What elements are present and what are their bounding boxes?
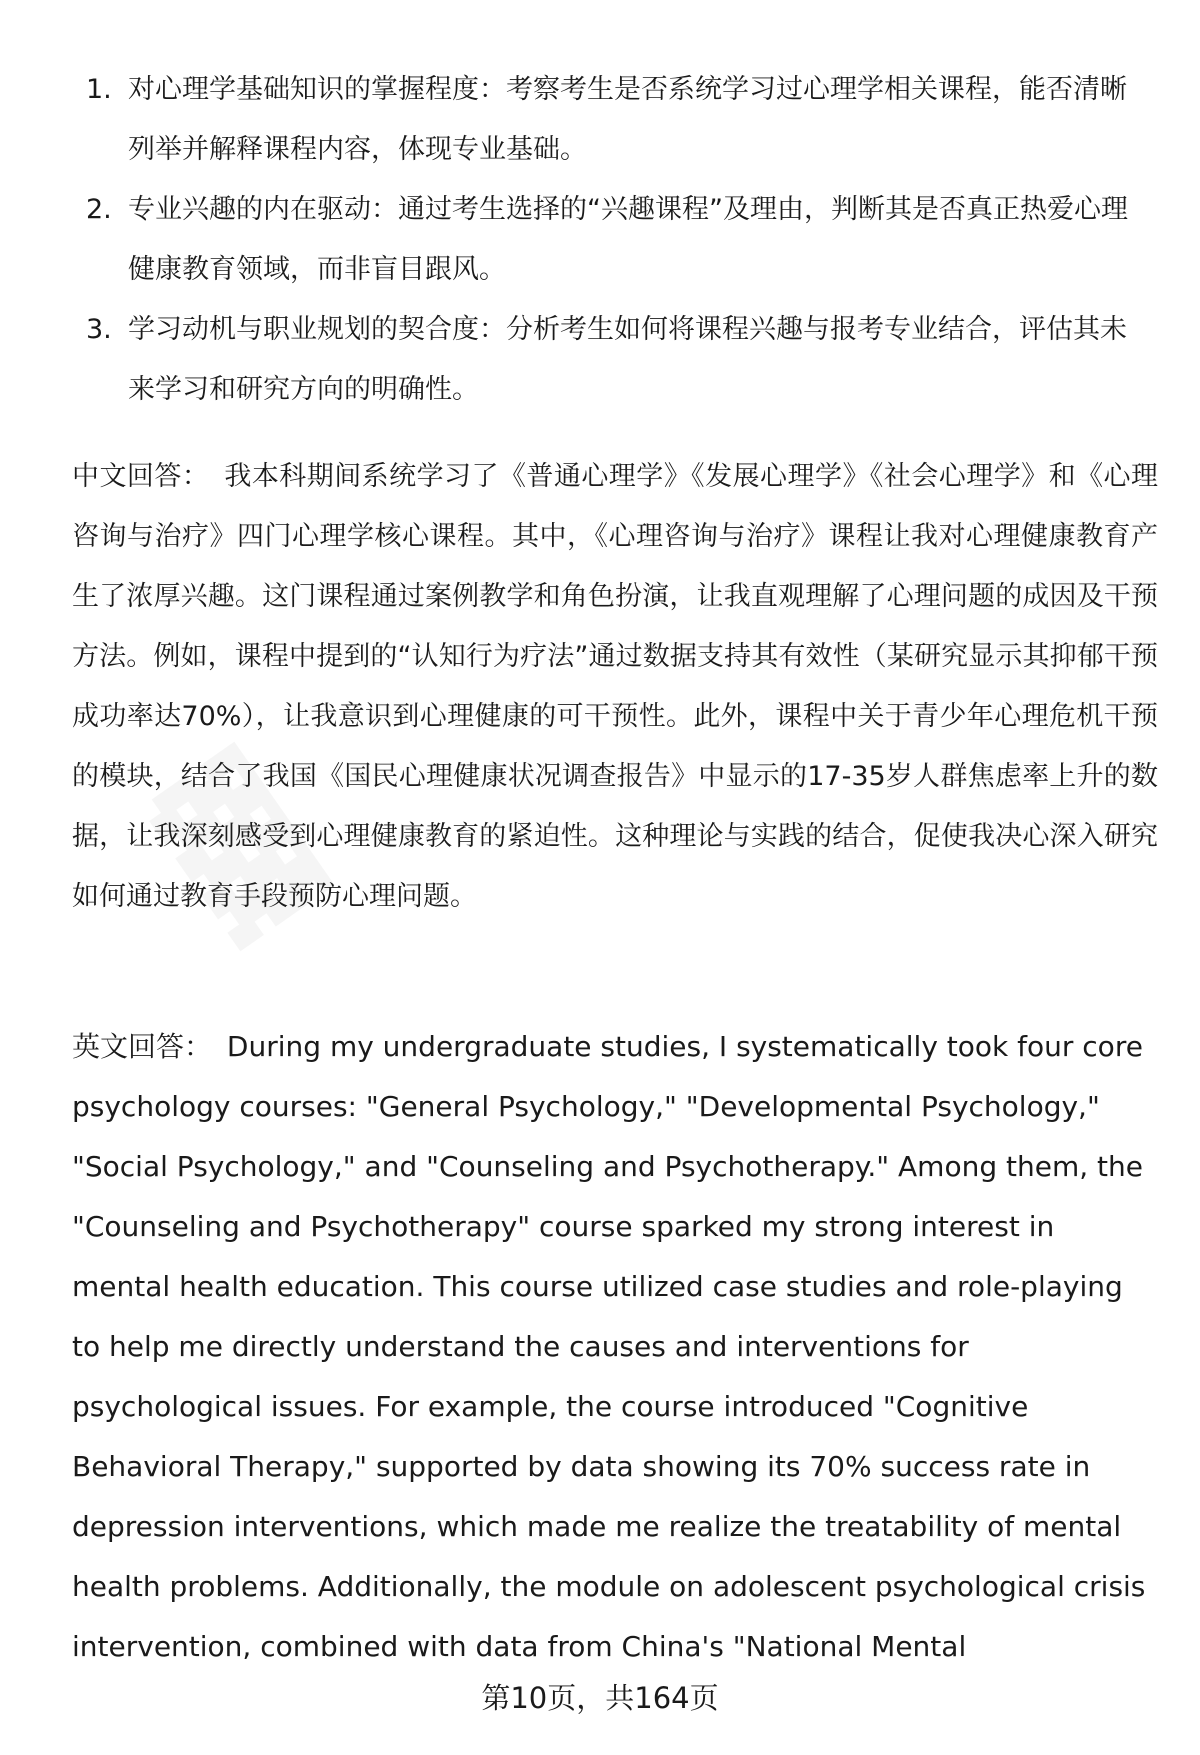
list-item (72, 300, 1142, 420)
chinese-answer-label: 中文回答： (72, 461, 210, 492)
list-item-text: 对心理学基础知识的掌握程度：考察考生是否系统学习过心理学相关课程，能否清晰列举并解释课程内容，体现专业基础。 (128, 74, 1127, 165)
english-answer-label: 英文回答： (72, 1030, 213, 1063)
evaluation-criteria-list (72, 60, 1142, 420)
list-item (72, 60, 1142, 180)
chinese-answer-text: 我本科期间系统学习了《普通心理学》《发展心理学》《社会心理学》和《心理咨询与治疗》四门心理学核心课程。其中，《心理咨询与治疗》课程让我对心理健康教育产生了浓厚兴趣。这门课程通过案例教学和角色扮演，让我直观理解了心理问题的成因及干预方法。例如，课程中提到的“认知行为疗法”通过数据支持其有效性（某研究显示其抑郁干预成功率达70%），让我意识到心理健康的可干预性。此外，课程中关于青少年心理危机干预的模块，结合了我国《国民心理健康状况调查报告》中显示的17-35岁人群焦虑率上升的数据，让我深刻感受到心理健康教育的紧迫性。这种理论与实践的结合，促使我决心深入研究如何通过教育手段预防心理问题。 (72, 461, 1159, 912)
english-answer-paragraph (72, 1017, 1158, 1677)
list-item (72, 180, 1142, 300)
chinese-answer-paragraph (72, 447, 1158, 927)
list-item-text: 学习动机与职业规划的契合度：分析考生如何将课程兴趣与报考专业结合，评估其未来学习和研究方向的明确性。 (128, 314, 1127, 405)
list-item-text: 专业兴趣的内在驱动：通过考生选择的“兴趣课程”及理由，判断其是否真正热爱心理健康教育领域，而非盲目跟风。 (128, 194, 1128, 285)
english-answer-text: During my undergraduate studies, I systematically took four core psychology courses: "General Psychology," "Developmental Psychology," "Social Psychology," and "Counseling and Psychotherapy." Among them, the "Counseling and Psychotherapy" course sparked my strong interest in mental health education. This course utilized case studies and role-playing to help me directly understand the causes and interventions for psychological issues. For example, the course introduced "Cognitive Behavioral Therapy," supported by data showing its 70% success rate in depression interventions, which made me realize the treatability of mental health problems. Additionally, the module on adolescent psychological crisis intervention, combined with data from China's "National Mental (72, 1030, 1146, 1663)
list-item-number: 2. (86, 194, 112, 225)
page-number-footer: 第10页，共164页 (481, 1681, 719, 1715)
list-item-number: 1. (86, 74, 112, 105)
list-item-number: 3. (86, 314, 112, 345)
